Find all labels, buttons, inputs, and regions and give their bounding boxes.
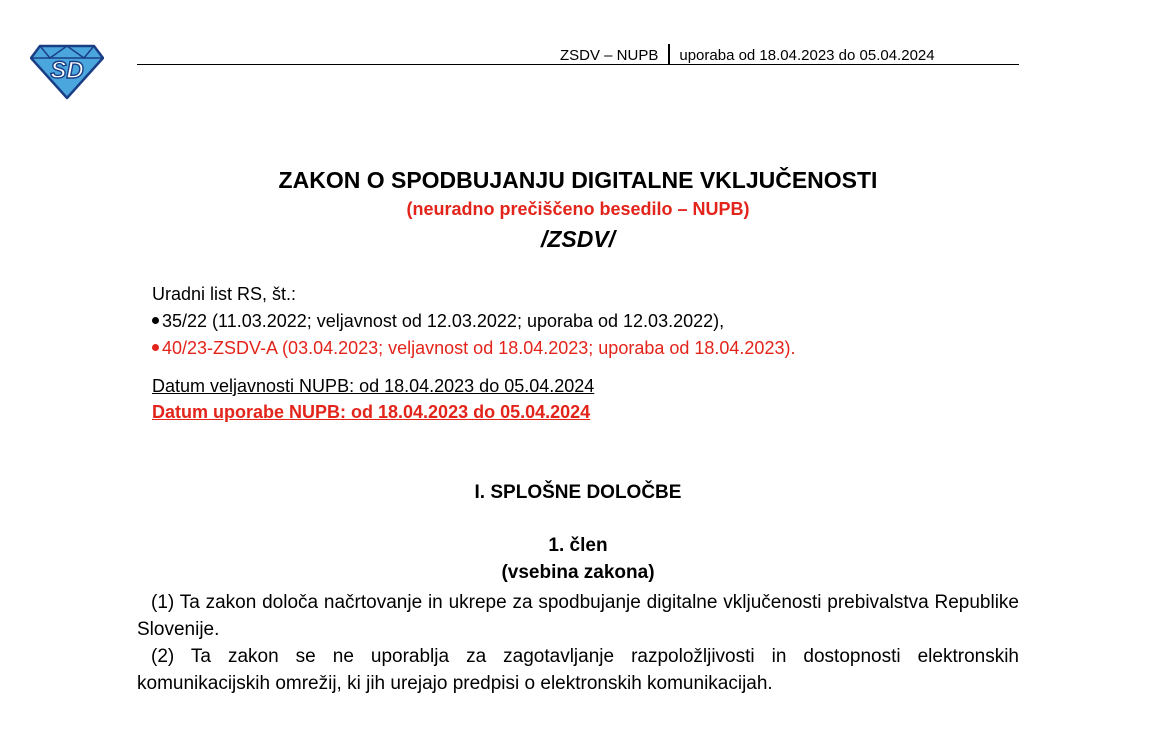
- validity-date: Datum veljavnosti NUPB: od 18.04.2023 do 05.04.2024: [152, 376, 595, 396]
- article-subject: (vsebina zakona): [501, 562, 655, 583]
- bullet-icon: [152, 344, 159, 351]
- gazette-label: Uradni list RS, št.:: [152, 284, 297, 304]
- article-number: 1. člen: [548, 535, 608, 556]
- gazette-entry-text: 40/23-ZSDV-A (03.04.2023; veljavnost od 18.04.2023; uporaba od 18.04.2023).: [162, 338, 796, 358]
- header-separator: [668, 44, 670, 64]
- law-title: ZAKON O SPODBUJANJU DIGITALNE VKLJUČENOSTI: [278, 167, 878, 193]
- law-subtitle: (neuradno prečiščeno besedilo – NUPB): [406, 199, 750, 219]
- section-heading: I. SPLOŠNE DOLOČBE: [474, 482, 682, 503]
- running-header: [560, 44, 935, 64]
- sd-logo: [30, 40, 104, 100]
- article-paragraph: (1) Ta zakon določa načrtovanje in ukrepe za spodbujanje digitalne vključenosti prebivalstva Republike Slovenije.: [137, 592, 1019, 640]
- usage-date: Datum uporabe NUPB: od 18.04.2023 do 05.04.2024: [152, 402, 591, 422]
- article-paragraph: (2) Ta zakon se ne uporablja za zagotavljanje razpoložljivosti in dostopnosti elektronskih komunikacijskih omrežij, ki jih urejajo predpisi o elektronskih komunikacijah.: [137, 646, 1019, 694]
- gazette-entry: [152, 311, 724, 332]
- header-doc-code: ZSDV – NUPB: [560, 47, 659, 64]
- bullet-icon: [152, 317, 159, 324]
- gazette-entry-text: 35/22 (11.03.2022; veljavnost od 12.03.2022; uporaba od 12.03.2022),: [162, 311, 725, 331]
- header-usage-range: uporaba od 18.04.2023 do 05.04.2024: [679, 47, 935, 64]
- gazette-entry: [152, 338, 795, 359]
- header-rule: [137, 64, 1019, 65]
- law-abbreviation: /ZSDV/: [540, 226, 616, 252]
- logo-text: SD: [50, 57, 84, 84]
